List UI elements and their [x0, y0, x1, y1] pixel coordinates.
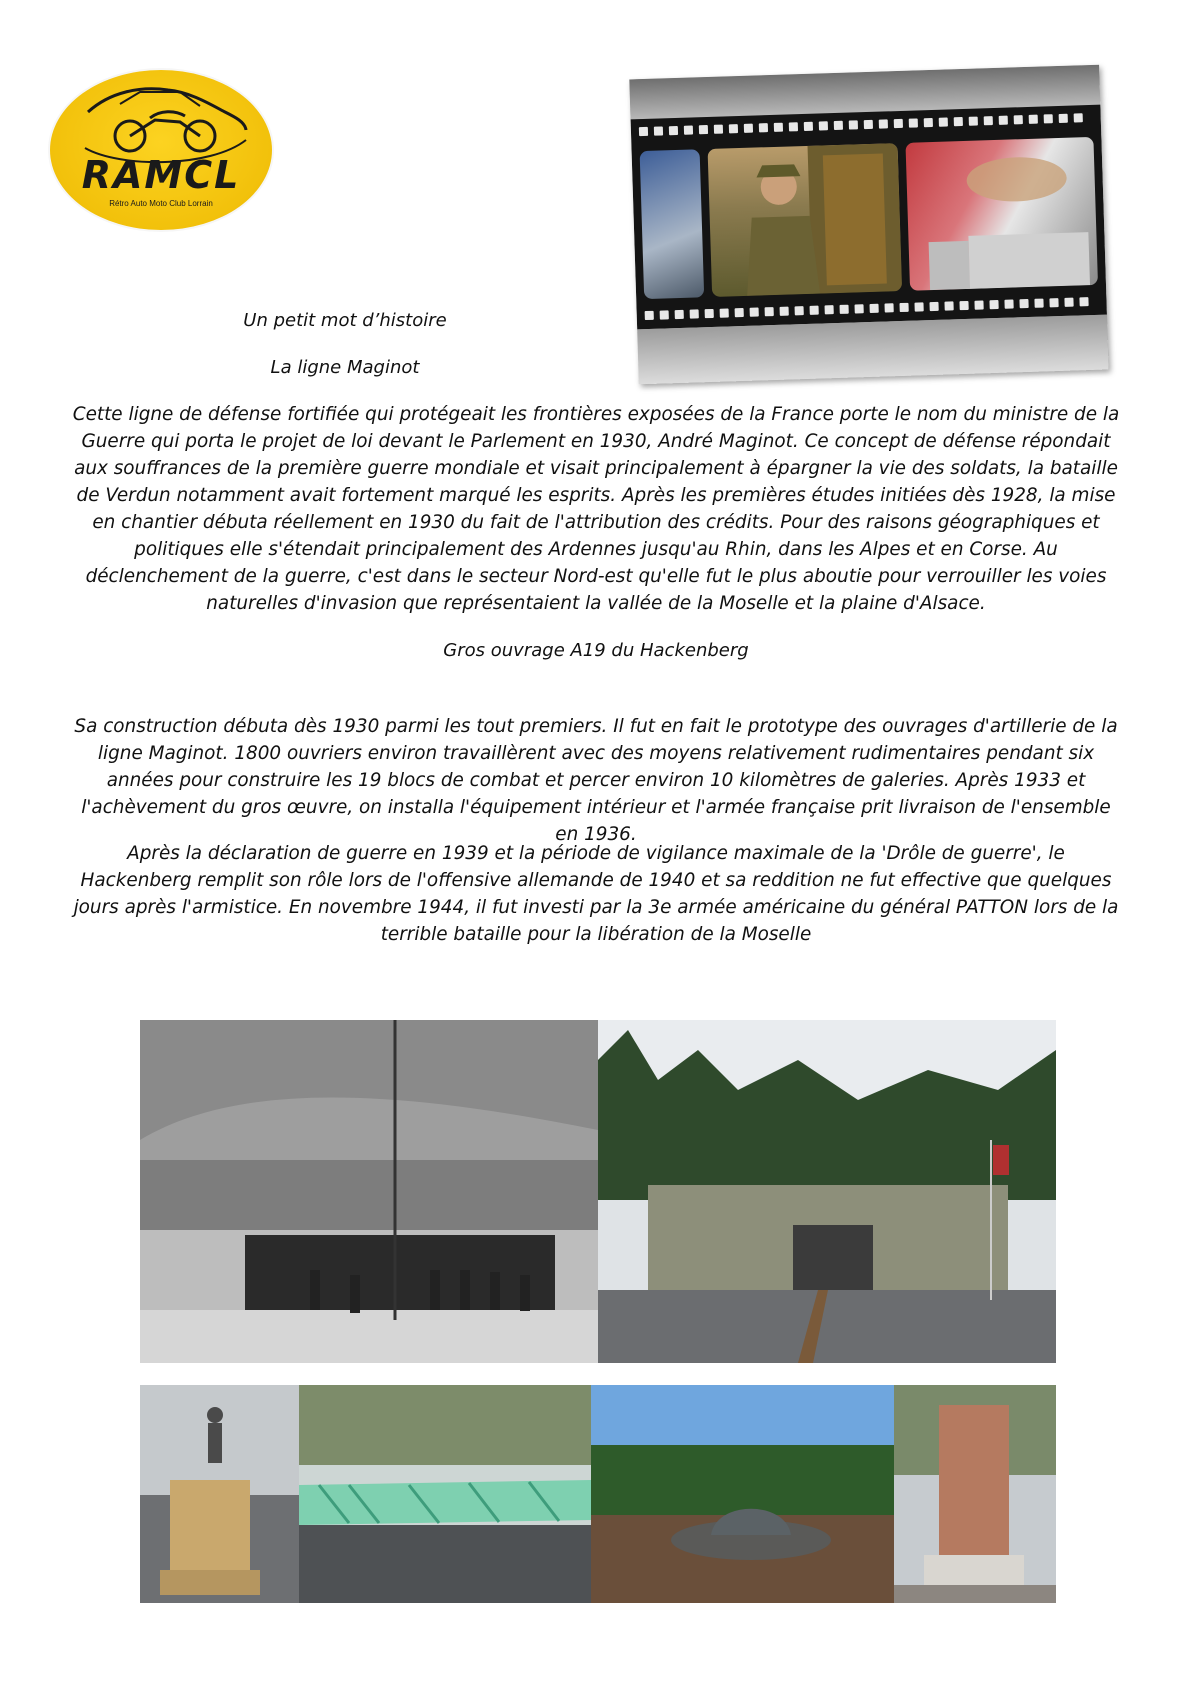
turret-photo: [591, 1385, 894, 1603]
film-frame-tunnel: [640, 149, 705, 299]
soldier-statue-photo: [140, 1385, 299, 1603]
film-frame-soldier: [708, 143, 903, 297]
section-subtitle: Gros ouvrage A19 du Hackenberg: [443, 640, 749, 661]
page-title: La ligne Maginot: [270, 357, 420, 378]
paragraph-hackenberg-war: Après la déclaration de guerre en 1939 et la période de vigilance maximale de la 'Drôle de guerre', le Hackenberg remplit son rôle lors de l'offensive allemande de 1940 et sa reddition ne fut effective que quelques jours après l'armistice. En novembre 1944, il fut investi par la 3e armée américaine du général PATTON lors de la terrible bataille pour la libération de la Moselle: [73, 843, 1119, 945]
logo-subtitle: Rétro Auto Moto Club Lorrain: [109, 199, 213, 208]
bunker-today-photo: [598, 1020, 1056, 1363]
stone-memorial-photo: [894, 1385, 1056, 1603]
paragraph-hackenberg-construction: Sa construction débuta dès 1930 parmi les tout premiers. Il fut en fait le prototype des ouvrages d'artillerie de la ligne Maginot. 1800 ouvriers environ travaillèrent avec des moyens relativement rudimentaires pendant six années pour construire les 19 blocs de combat et percer environ 10 kilomètres de galeries. Après 1933 et l'achèvement du gros œuvre, on installa l'équipement intérieur et l'armée française prit livraison de l'ensemble en 1936.: [74, 716, 1118, 845]
logo-wordmark: RAMCL: [81, 153, 241, 197]
club-logo: [50, 70, 272, 230]
paragraph-maginot-line: Cette ligne de défense fortifiée qui protégeait les frontières exposées de la France porte le nom du ministre de la Guerre qui porta le projet de loi devant le Parlement en 1930, André Maginot. Ce concept de défense répondait aux souffrances de la première guerre mondiale et visait principalement à épargner la vie des soldats, la bataille de Verdun notamment avait fortement marqué les esprits. Après les premières études initiées dès 1928, la mise en chantier débuta réellement en 1930 du fait de l'attribution des crédits. Pour des raisons géographiques et politiques elle s'étendait principalement des Ardennes jusqu'au Rhin, dans les Alpes et en Corse. Au déclenchement de la guerre, c'est dans le secteur Nord-est qu'elle fut le plus aboutie pour verrouiller les voies naturelles d'invasion que représentaient la vallée de la Moselle et la plaine d'Alsace.: [72, 404, 1120, 614]
film-strip-illustration: [629, 65, 1108, 385]
historic-bunker-photo: [140, 1020, 598, 1363]
film-strip: [631, 105, 1107, 330]
green-bridge-photo: [299, 1385, 591, 1603]
intro-heading: Un petit mot d’histoire: [243, 310, 447, 331]
film-frame-flag: [905, 137, 1098, 291]
